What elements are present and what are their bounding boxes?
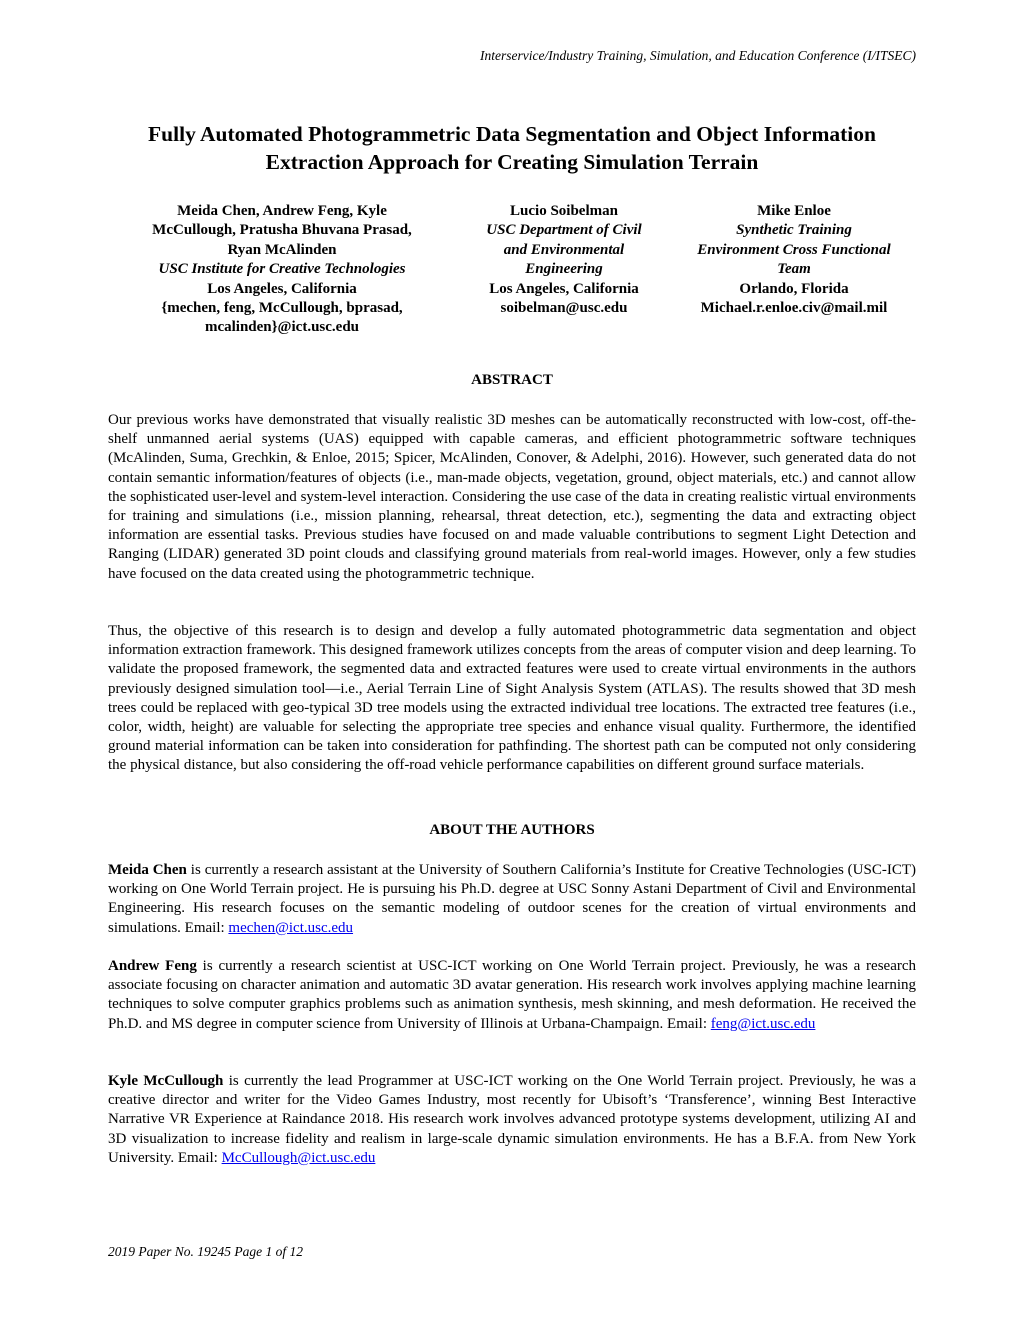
author-names-line: McCullough, Pratusha Bhuvana Prasad,	[152, 222, 412, 239]
abstract-paragraph: Thus, the objective of this research is to design and develop a fully automated photogrammetric data segmentation and object information extraction framework. This designed framework utilizes concepts from the areas of computer vision and deep learning. To validate the proposed framework, the segmented data and extracted features were used to create virtual environments in the authors previously designed simulation tool—i.e., Aerial Terrain Line of Sight Analysis System (ATLAS). The results showed that 3D mesh trees could be replaced with geo-typical 3D tree models using the extracted individual tree locations. The extracted tree features (i.e., color, width, height) are valuable for selecting the appropriate tree species and enhance visual quality. Furthermore, the identified ground material information can be taken into consideration for pathfinding. The shortest path can be computed not only considering the physical distance, but also considering the off-road vehicle performance capabilities on different ground surface materials.	[108, 623, 916, 774]
author-affiliation-line: Team	[777, 261, 811, 278]
author-affiliation: USC Institute for Creative Technologies	[158, 261, 406, 278]
author-email-line: mcalinden}@ict.usc.edu	[204, 319, 360, 336]
bio-email-link[interactable]: feng@ict.usc.edu	[710, 1015, 816, 1032]
bio-text: is currently a research assistant at the University of Southern California’s Institute for Creative Technologies (USC-ICT) working on One World Terrain project. He is pursuing his Ph.D. degree at USC Sonny Astani Department of Civil and Environmental Engineering. His research focuses on the semantic modeling of outdoor scenes for the creation of virtual environments and simulations. Email:	[108, 862, 917, 936]
author-affiliation-line: USC Department of Civil	[486, 222, 642, 239]
author-email: soibelman@usc.edu	[500, 300, 628, 317]
abstract-paragraph: Our previous works have demonstrated that visually realistic 3D meshes can be automatically reconstructed with low-cost, off-the-shelf unmanned aerial systems (UAS) equipped with capable cameras, and efficient photogrammetric software techniques (McAlinden, Suma, Grechkin, & Enloe, 2015; Spicer, McAlinden, Conover, & Adelphi, 2016). However, such generated data do not contain semantic information/features of objects (i.e., man-made objects, vegetation, ground, object materials, etc.) and cannot allow the sophisticated user-level and system-level interaction. Considering the use case of the data in creating realistic virtual environments for training and simulations (i.e., mission planning, rehearsal, threat detection, etc.), segmenting the data and extracting object information are essential tasks. Previous studies have focused on and made valuable contributions to segment Light Detection and Ranging (LIDAR) generated 3D point clouds and classifying ground materials from real-world images. However, only a few studies have focused on the data created using the photogrammetric technique.	[108, 412, 916, 582]
abstract-heading: ABSTRACT	[471, 372, 553, 388]
author-bio	[108, 861, 916, 938]
author-group-1	[122, 202, 442, 338]
author-affiliation-line: and Environmental	[503, 241, 625, 258]
author-location: Orlando, Florida	[739, 280, 849, 297]
author-email: Michael.r.enloe.civ@mail.mil	[700, 300, 888, 317]
author-name: Mike Enloe	[757, 203, 831, 219]
bio-text: is currently the lead Programmer at USC-ICT working on the One World Terrain project. Previously, he was a creative director and writer for the Video Games Industry, most recently for Ubisoft’s ‘Transference’, winning Best Interactive Narrative VR Experience at Raindance 2018. His research work involves advanced prototype systems development, utilizing AI and 3D visualization to increase fidelity and realism in large-scale dynamic simulation environments. He has a B.F.A. from New York University. Email:	[108, 1073, 916, 1166]
bio-email-link[interactable]: mechen@ict.usc.edu	[228, 919, 354, 936]
author-group-2	[459, 202, 669, 318]
about-authors-heading: ABOUT THE AUTHORS	[429, 822, 595, 838]
author-affiliation-line: Environment Cross Functional	[697, 241, 891, 258]
author-bio	[108, 957, 916, 1034]
author-name: Lucio Soibelman	[510, 203, 618, 219]
author-location: Los Angeles, California	[489, 280, 639, 297]
page-footer: 2019 Paper No. 19245 Page 1 of 12	[108, 1244, 303, 1259]
author-bio	[108, 1072, 916, 1168]
bio-author-name: Meida Chen	[108, 862, 187, 878]
author-affiliation-line: Engineering	[525, 261, 603, 278]
author-affiliation-line: Synthetic Training	[736, 222, 852, 239]
paper-title: Fully Automated Photogrammetric Data Segmentation and Object Information Extraction Approach for Creating Simulation Terrain	[148, 122, 876, 174]
author-location: Los Angeles, California	[207, 280, 357, 297]
author-names-line: Ryan McAlinden	[227, 241, 337, 258]
author-group-3	[676, 202, 912, 318]
running-header: Interservice/Industry Training, Simulation, and Education Conference (I/ITSEC)	[480, 48, 916, 63]
bio-author-name: Kyle McCullough	[108, 1073, 224, 1089]
bio-email-link[interactable]: McCullough@ict.usc.edu	[221, 1149, 376, 1166]
bio-text: is currently a research scientist at USC-ICT working on One World Terrain project. Previously, he was a research associate focusing on character animation and automatic 3D avatar generation. His research work involves applying machine learning techniques to solve computer graphics problems such as animation synthesis, mesh skinning, and mesh deformation. He received the Ph.D. and MS degree in computer science from University of Illinois at Urbana-Champaign. Email:	[108, 958, 917, 1032]
author-email-line: {mechen, feng, McCullough, bprasad,	[161, 300, 403, 317]
bio-author-name: Andrew Feng	[108, 958, 197, 974]
author-names-line: Meida Chen, Andrew Feng, Kyle	[177, 203, 387, 219]
